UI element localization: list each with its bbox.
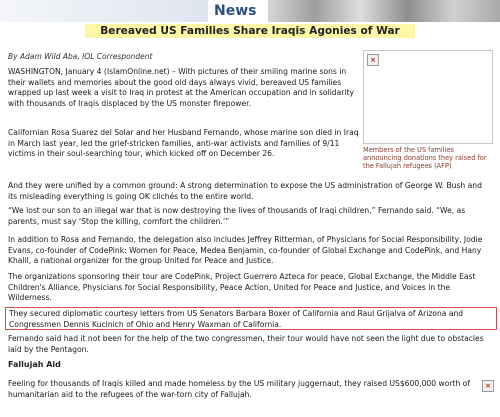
paragraph-7: They secured diplomatic courtesy letters from US Senators Barbara Boxer of California and Raul Grijalva of Arizona and Congressmen Dennis Kucinich of Ohio and Henry Waxman of California.	[9, 309, 464, 329]
fallujah-paragraph: Feeling for thousands of Iraqis killed and made homeless by the US military juggernaut, they raised US$600,000 worth of humanitarian aid to the refugees of the war-torn city of Fallujah.	[8, 379, 470, 399]
byline: By Adam Wild Aba, IOL Correspondent	[8, 52, 153, 61]
banner-photo-strip	[268, 0, 500, 22]
section-title-fallujah-aid: Fallujah Aid	[8, 360, 61, 369]
paragraph-2: Californian Rosa Suarez del Solar and her Husband Fernando, whose marine son died in Iraq in March last year, led the grief-stricken families, anti-war activists and families of 9/11 victims in their soul-searching tour, which kicked off on December 26.	[8, 128, 359, 158]
broken-image-icon-small: ×	[482, 380, 494, 392]
paragraph-3: And they were unified by a common ground: A strong determination to expose the US administration of George W. Bush and its misleading everything is going OK clichés to the entire world.	[8, 181, 482, 201]
article-photo	[363, 50, 493, 144]
article-headline: Bereaved US Families Share Iraqis Agonies of War	[85, 24, 415, 38]
paragraph-4: “We lost our son to an illegal war that is now destroying the lives of thousands of Iraqi children,” Fernando said. “We, as parents, must say ‘Stop the killing, comfort the children.’”	[8, 206, 466, 226]
photo-caption: Members of the US families announcing donations they raised for the Fallujah refugees (AFP)	[363, 146, 487, 170]
paragraph-5: In addition to Rosa and Fernando, the delegation also includes Jeffrey Ritterman, of Physicians for Social Responsibility, Jodie Evans, co-founder of CodePink: Women for Peace, Medea Benjamin, co-founder of Global Exchange and CodePink, and Hany Khalil, a national organizer for the group United for Peace and Justice.	[8, 235, 483, 265]
paragraph-1: WASHINGTON, January 4 (IslamOnline.net) – With pictures of their smiling marine sons in their wallets and memories about the good old days always vivid, bereaved US families wrapped up last week a visit to Iraq in protest at the American occupation and in solidarity with thousands of Iraqis displaced by the US monster firepower.	[8, 67, 354, 108]
paragraph-8: Fernando said had it not been for the help of the two congressmen, their tour would have not seen the light due to obstacles laid by the Pentagon.	[8, 334, 484, 354]
broken-image-icon: ×	[367, 54, 379, 66]
paragraph-6: The organizations sponsoring their tour are CodePink, Project Guerrero Azteca for peace, Global Exchange, the Middle East Children's Alliance, Physicians for Social Responsibility, Peace Action, United for Peace and Justice, and Voices in the Wilderness.	[8, 272, 476, 302]
news-banner	[0, 0, 500, 22]
banner-gradient	[0, 0, 208, 22]
section-label: News	[214, 3, 257, 19]
